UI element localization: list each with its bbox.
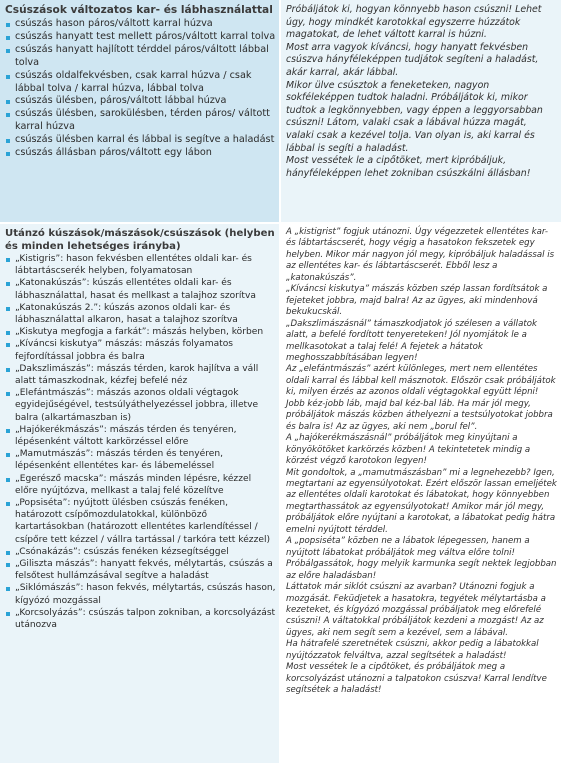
bottom-right-cell	[281, 224, 561, 763]
paragraph: Mit gondoltok, a „mamutmászásban” mi a legnehezebb? Igen, megtartani az egyensúlyotokat. Ezért először lassan emeljétek az ellentétes oldali karotokat és lábatokat, hogy könnyebben megtarthassátok az egyensúlyotokat! Amikor már jól megy, próbáljátok előre nyújtani a karotokat, a lábatokat pedig hátra emelni nyújtott térddel.	[286, 467, 557, 535]
list-item: „Egerésző macska”: mászás minden lépésre, kézzel előre nyújtózva, mellkast a talaj felé közelítve	[5, 473, 276, 497]
top-left-cell	[0, 0, 279, 222]
list-item: „Siklómászás”: hason fekvés, mélytartás, csúszás hason, kígyózó mozgással	[5, 582, 276, 606]
list-item: csúszás ülésben karral és lábbal is segítve a haladást	[5, 134, 276, 147]
list-item: „Hajókerékmászás”: mászás térden és tenyéren, lépésenként váltott karkörzéssel előre	[5, 424, 276, 448]
list-item: „Csónakázás”: csúszás fenéken kézsegítséggel	[5, 546, 276, 558]
list-item: „Mamutmászás”: mászás térden és tenyéren, lépésenként ellentétes kar- és lábemeléssel	[5, 448, 276, 472]
list-item: „Dakszlimászás”: mászás térden, karok hajlítva a váll alatt támaszkodnak, kézfej befelé néz	[5, 363, 276, 387]
list-item: csúszás ülésben, páros/váltott lábbal húzva	[5, 95, 276, 108]
list-item: „Kistigris”: hason fekvésben ellentétes oldali kar- és lábtartáscserék helyben, folyamatosan	[5, 253, 276, 277]
bottom-left-cell	[0, 224, 279, 763]
top-activity-list	[5, 18, 276, 160]
list-item: „Korcsolyázás”: csúszás talpon zokniban, a korcsolyázást utánozva	[5, 607, 276, 631]
list-item: „Kíváncsi kiskutya” mászás: mászás folyamatos fejfordítással jobbra és balra	[5, 338, 276, 362]
bottom-instruction-text	[286, 227, 557, 697]
paragraph: A „hajókerékmászásnál” próbáljátok meg kinyújtani a könyökötöket karkörzés közben! A tekintetetek mindig a körzést végző karotokon legyen!	[286, 433, 531, 467]
bottom-section-title: Utánzó kúszások/mászások/csúszások (helyben és minden lehetséges irányba)	[5, 228, 275, 252]
list-item: csúszás hason páros/váltott karral húzva	[5, 18, 276, 31]
paragraph: A „kistigrist” fogjuk utánozni. Úgy végezzetek ellentétes kar- és lábtartáscserét, hogy végig a hasatokon fekszetek egy helyben. Mikor már nagyon jól megy, kipróbáljuk haladással is az ellentétes kar- és lábtartáscserét. Ebből lesz a „katonakúszás”.	[286, 227, 555, 283]
paragraph: Mikor ülve csúsztok a feneketeken, nagyon sokféleképpen tudtok haladni. Próbáljátok ki, mikor tudtok a legkönnyebben, vagy éppen a leggyorsabban csúszni! Látom, valaki csak a lábával húzza magát, valaki csak a kezével tolja. Van olyan is, aki karral és lábbal is segíti a haladást.	[286, 79, 543, 154]
top-section-title: Csúszások változatos kar- és lábhasználattal	[5, 4, 273, 16]
paragraph: Láttatok már siklót csúszni az avarban? Utánozni fogjuk a mozgását. Feküdjetek a hasatokra, tegyétek mélytartásba a kezeteket, és kígyózó mozgással próbáljatok meg előrefelé csúszni! A váltatokkal próbáljátok kezdeni a mozgást! Az az ügyes, aki nem segít sem a kezével, sem a lábával.	[286, 582, 546, 638]
paragraph: Most vessétek le a cipőtöket, és próbáljátok meg a korcsolyázást utánozni a talpatokon csúszva! Karral lendítve segítsétek a haladást!	[286, 662, 547, 696]
list-item: csúszás állásban páros/váltott egy lábon	[5, 147, 276, 160]
list-item: „Elefántmászás”: mászás azonos oldali végtagok egyidejűségével, testsúlyáthelyezéssel jobbra, illetve balra (alkartámaszban is)	[5, 387, 276, 424]
paragraph: „Dakszlimászásnál” támaszkodjatok jó szélesen a vállatok alatt, a befelé fordított tenyereteken! Jól nyomjátok le a mellkasotokat a talaj felé! A fejetek a hátatok meghosszabbításában legyen!	[286, 318, 537, 363]
top-instruction-text	[286, 4, 557, 180]
list-item: „Giliszta mászás”: hanyatt fekvés, mélytartás, csúszás a felsőtest hullámzásával segítve a haladást	[5, 558, 276, 582]
list-item: „Kiskutya megfogja a farkát”: mászás helyben, körben	[5, 326, 276, 338]
list-item: csúszás ülésben, sarokülésben, térden páros/ váltott karral húzva	[5, 108, 276, 134]
paragraph: Próbáljátok ki, hogyan könnyebb hason csúszni! Lehet úgy, hogy mindkét karotokkal egyszerre húzzátok magatokat, de lehet váltott karral is húzni.	[286, 4, 542, 41]
paragraph: Most arra vagyok kíváncsi, hogy hanyatt fekvésben csúszva hányféleképpen tudjátok segíteni a haladást, akár karral, akár lábbal.	[286, 41, 539, 78]
list-item: „Popsiséta”: nyújtott ülésben csúszás fenéken, határozott csípőmozdulatokkal, különböző kartartásokban (határozott ellentétes karlendítéssel / csípőre tett kézzel / vállra tartással / tarkóra tett kézzel)	[5, 497, 276, 546]
list-item: csúszás hanyatt hajlított térddel páros/váltott lábbal tolva	[5, 44, 276, 70]
list-item: csúszás oldalfekvésben, csak karral húzva / csak lábbal tolva / karral húzva, lábbal tolva	[5, 70, 276, 96]
paragraph: „Kíváncsi kiskutya” mászás közben szép lassan fordítsátok a fejeteket jobbra, majd balra! Az az ügyes, aki mindenhová bekukucskál.	[286, 284, 548, 318]
paragraph: Ha hátrafelé szeretnétek csúszni, akkor pedig a lábatokkal nyújtózzatok felváltva, azzal segítsétek a haladást!	[286, 639, 539, 661]
list-item: csúszás hanyatt test mellett páros/váltott karral tolva	[5, 31, 276, 44]
paragraph: Az „elefántmászás” azért különleges, mert nem ellentétes oldali karral és lábbal kell másznotok. Először csak próbáljátok ki, milyen érzés az azonos oldali végtagokkal együtt lépni! Jobb kéz-jobb láb, majd bal kéz-bal láb. Ha már jól megy, próbáljátok mászás közben áthelyezni a testsúlyotokat jobbra és balra is! Az az ügyes, aki nem „borul fel”.	[286, 364, 556, 432]
bottom-activity-list	[5, 253, 276, 631]
paragraph: A „popsiséta” közben ne a lábatok lépegessen, hanem a nyújtott lábatokat próbáljátok meg váltva előre tolni! Próbálgassátok, hogy melyik karmunka segít nektek legjobban az előre haladásban!	[286, 536, 557, 581]
paragraph: Most vessétek le a cipőtöket, mert kipróbáljuk, hányféleképpen lehet zokniban csúszkálni állásban!	[286, 155, 531, 179]
top-right-cell	[281, 0, 561, 222]
list-item: „Katonakúszás”: kúszás ellentétes oldali kar- és lábhasználattal, hasat és mellkast a talajhoz szorítva	[5, 277, 276, 301]
list-item: „Katonakúszás 2.”: kúszás azonos oldali kar- és lábhasználattal alkaron, hasat a talajhoz szorítva	[5, 302, 276, 326]
